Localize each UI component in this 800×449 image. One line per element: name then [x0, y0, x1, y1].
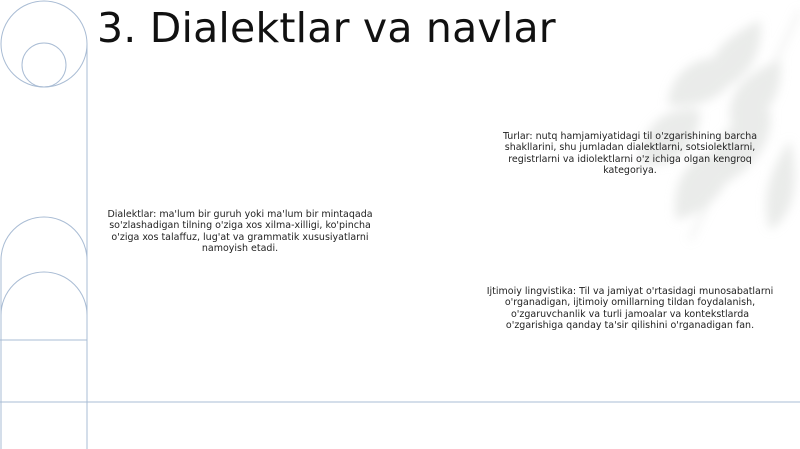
text-block-ijtimoiy-lingvistika: Ijtimoiy lingvistika: Til va jamiyat o'rtasidagi munosabatlarni o'rganadigan, ijtimoiy omillarning tildan foydalanish, o'zgaruvchanlik va turli jamoalar va kontekstlarda o'zgarishiga qanday ta'sir qilishini o'rganadigan fan. — [486, 286, 774, 332]
text-block-dialektlar: Dialektlar: ma'lum bir guruh yoki ma'lum bir mintaqada so'zlashadigan tilning o'ziga xos xilma-xilligi, ko'pincha o'ziga xos talaffuz, lug'at va grammatik xususiyatlarni namoyish etadi. — [107, 209, 373, 255]
text-block-turlar: Turlar: nutq hamjamiyatidagi til o'zgarishining barcha shakllarini, shu jumladan dialektlarni, sotsiolektlarni, registrlarni va idiolektlarni o'z ichiga olgan kengroq kategoriya. — [502, 131, 758, 177]
slide-title: 3. Dialektlar va navlar — [97, 4, 556, 52]
